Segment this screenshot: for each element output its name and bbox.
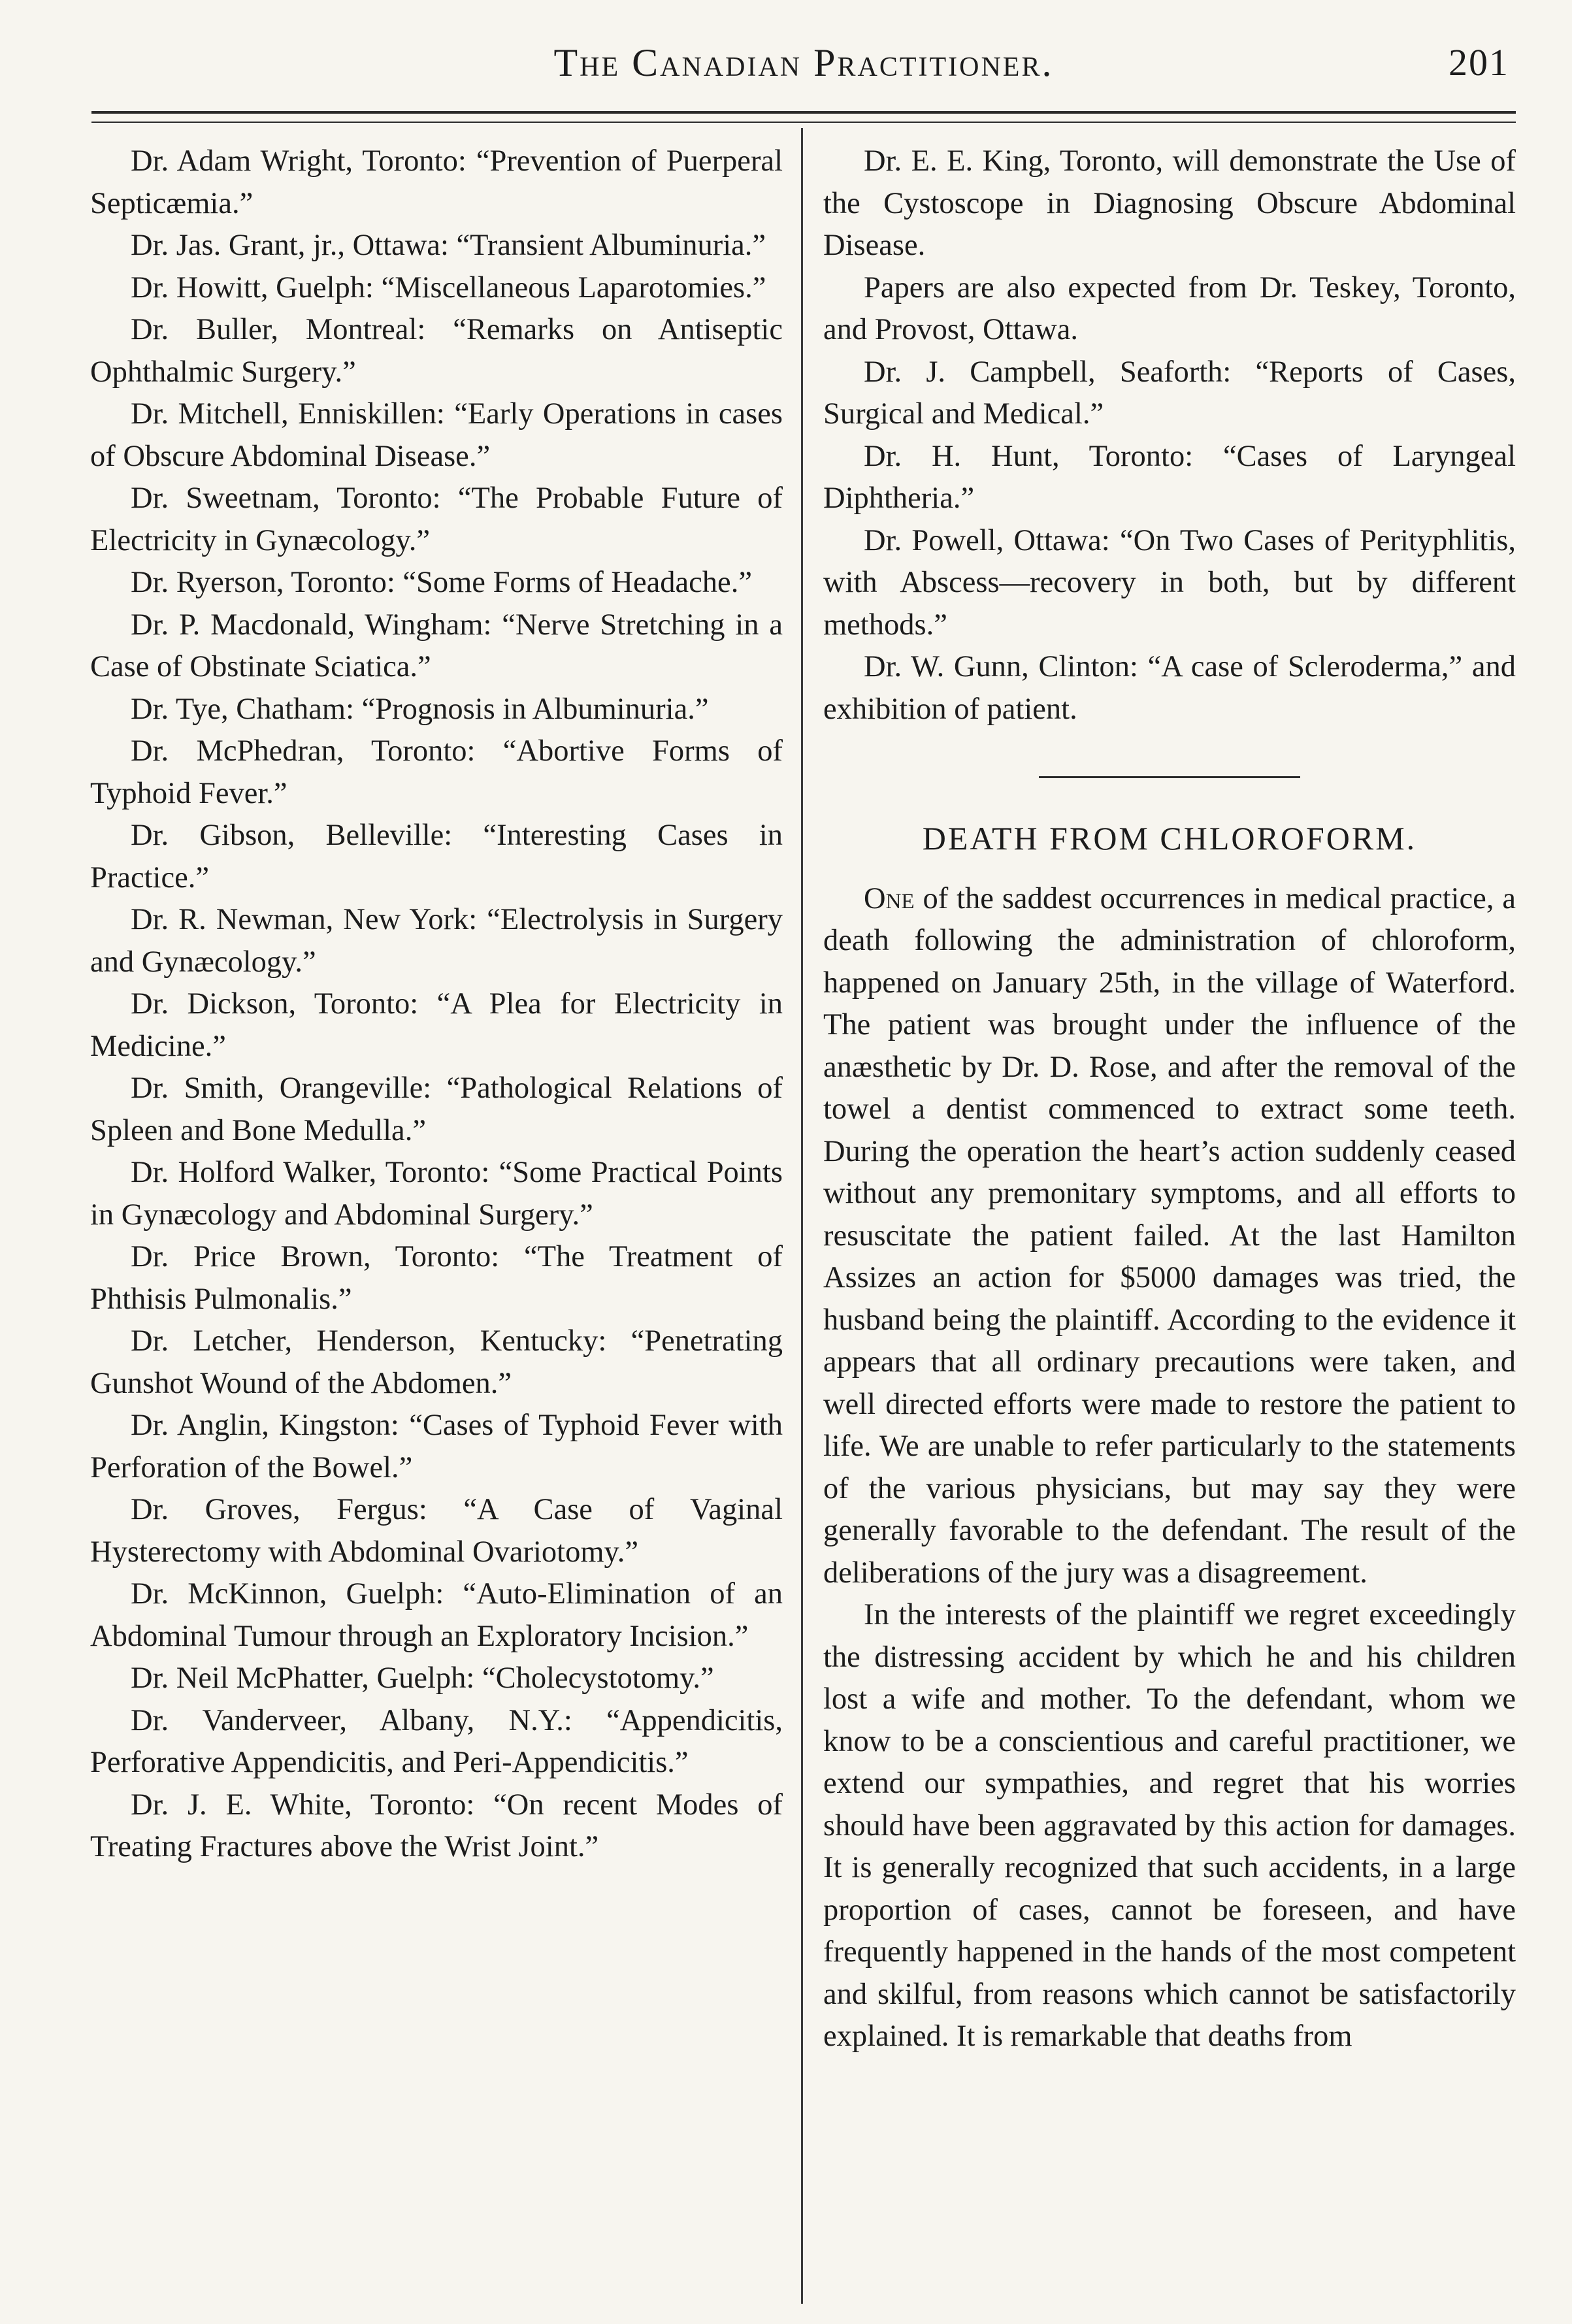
paper-entry: Dr. Howitt, Guelph: “Miscellaneous Laparotomies.” (131, 270, 766, 304)
header-rule-thin (91, 122, 1516, 123)
article-title: DEATH FROM CHLOROFORM. (922, 820, 1417, 857)
paper-entry: Dr. Holford Walker, Toronto: “Some Practical Points in Gynæcology and Abdominal Surgery.” (90, 1156, 783, 1232)
paper-entry: Dr. H. Hunt, Toronto: “Cases of Laryngeal Diphtheria.” (823, 439, 1516, 515)
drop-word: One (864, 881, 915, 915)
paper-entry: Dr. McKinnon, Guelph: “Auto-Elimination of an Abdominal Tumour through an Exploratory Incision.” (90, 1577, 783, 1653)
article-paragraph: In the interests of the plaintiff we regret exceedingly the distressing accident by which he and his children lost a wife and mother. To the defendant, whom we know to be a conscientious and careful practitioner, we extend our sympathies, and regret that his worries should have been aggravated by this action for damages. It is generally recognized that such accidents, in a large proportion of cases, cannot be foreseen, and have frequently happened in the hands of the most competent and skilful, from reasons which cannot be satisfactorily explained. It is remarkable that deaths from (823, 1598, 1516, 2053)
paper-entry: Dr. Groves, Fergus: “A Case of Vaginal Hysterectomy with Abdominal Ovariotomy.” (90, 1493, 783, 1569)
paper-entry: Dr. J. E. White, Toronto: “On recent Modes of Treating Fractures above the Wrist Joint.” (90, 1788, 783, 1863)
paper-entry: Dr. Anglin, Kingston: “Cases of Typhoid Fever with Perforation of the Bowel.” (90, 1409, 783, 1484)
paper-entry: Dr. E. E. King, Toronto, will demonstrate the Use of the Cystoscope in Diagnosing Obscure Abdominal Disease. (823, 144, 1516, 262)
right-column (823, 140, 1516, 2058)
paper-entry: Dr. McPhedran, Toronto: “Abortive Forms of Typhoid Fever.” (90, 734, 783, 810)
paper-entry: Dr. P. Macdonald, Wingham: “Nerve Stretching in a Case of Obstinate Sciatica.” (90, 608, 783, 683)
paper-entry: Dr. W. Gunn, Clinton: “A case of Scleroderma,” and exhibition of patient. (823, 650, 1516, 726)
page-number: 201 (1449, 41, 1509, 84)
paper-entry: Dr. Powell, Ottawa: “On Two Cases of Perityphlitis, with Abscess—recovery in both, but by different methods.” (823, 523, 1516, 642)
header-rule (91, 111, 1516, 114)
paper-entry: Dr. Dickson, Toronto: “A Plea for Electricity in Medicine.” (90, 987, 783, 1063)
paper-entry: Dr. Smith, Orangeville: “Pathological Relations of Spleen and Bone Medulla.” (90, 1072, 783, 1147)
running-title: The Canadian Practitioner. (553, 41, 1054, 84)
paper-entry: Papers are also expected from Dr. Teskey, Toronto, and Provost, Ottawa. (823, 270, 1516, 346)
section-separator (1039, 776, 1300, 778)
paper-entry: Dr. Vanderveer, Albany, N.Y.: “Appendicitis, Perforative Appendicitis, and Peri-Appendicitis.” (90, 1703, 783, 1779)
paper-entry: Dr. Sweetnam, Toronto: “The Probable Future of Electricity in Gynæcology.” (90, 482, 783, 557)
paper-entry: Dr. Buller, Montreal: “Remarks on Antiseptic Ophthalmic Surgery.” (90, 313, 783, 389)
paper-entry: Dr. J. Campbell, Seaforth: “Reports of Cases, Surgical and Medical.” (823, 355, 1516, 431)
page-header (91, 41, 1516, 112)
paper-entry: Dr. Gibson, Belleville: “Interesting Cases in Practice.” (90, 819, 783, 894)
paper-entry: Dr. Price Brown, Toronto: “The Treatment of Phthisis Pulmonalis.” (90, 1240, 783, 1316)
paper-entry: Dr. Mitchell, Enniskillen: “Early Operations in cases of Obscure Abdominal Disease.” (90, 397, 783, 473)
paper-entry: Dr. Jas. Grant, jr., Ottawa: “Transient Albuminuria.” (131, 229, 766, 262)
article-paragraph (823, 878, 1516, 1595)
paragraph-text: of the saddest occurrences in medical practice, a death following the administration of chloroform, happened on January 25th, in the village of Waterford. The patient was brought under the influence of the anæsthetic by Dr. D. Rose, and after the removal of the towel a dentist commenced to extract some teeth. During the operation the heart’s action suddenly ceased without any premonitary symptoms, and all efforts to resuscitate the patient failed. At the last Hamilton Assizes an action for $5000 damages was tried, the husband being the plaintiff. According to the evidence it appears that all ordinary precautions were taken, and well directed efforts were made to restore the patient to life. We are unable to refer particularly to the statements of the various physicians, but may say they were generally favorable to the defendant. The result of the deliberations of the jury was a disagreement. (823, 881, 1516, 1590)
paper-entry: Dr. Adam Wright, Toronto: “Prevention of Puerperal Septicæmia.” (90, 144, 783, 220)
left-column (90, 140, 783, 1869)
column-divider (801, 128, 803, 2304)
paper-entry: Dr. Ryerson, Toronto: “Some Forms of Headache.” (131, 566, 752, 599)
paper-entry: Dr. R. Newman, New York: “Electrolysis in Surgery and Gynæcology.” (90, 903, 783, 979)
paper-entry: Dr. Letcher, Henderson, Kentucky: “Penetrating Gunshot Wound of the Abdomen.” (90, 1324, 783, 1400)
paper-entry: Dr. Tye, Chatham: “Prognosis in Albuminuria.” (131, 692, 709, 726)
paper-entry: Dr. Neil McPhatter, Guelph: “Cholecystotomy.” (131, 1661, 714, 1695)
